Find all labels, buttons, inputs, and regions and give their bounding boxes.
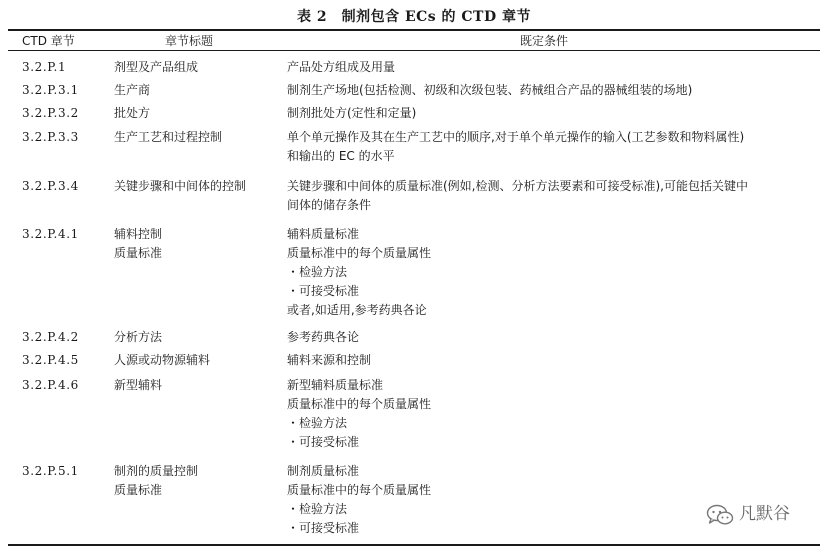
section-title-cell	[114, 128, 279, 147]
ctd-section-code: 3.2.P.4.5	[22, 353, 79, 367]
section-title-line: 质量标准	[114, 246, 163, 260]
condition-line: 关键步骤和中间体的质量标准(例如,检测、分析方法要素和可接受标准),可能包括关键中	[287, 179, 748, 193]
established-conditions-cell	[287, 128, 819, 166]
condition-line: 制剂生产场地(包括检测、初级和次级包装、药械组合产品的器械组装的场地)	[287, 83, 693, 97]
condition-line: 参考药典各论	[287, 330, 360, 344]
established-conditions-cell	[287, 351, 819, 370]
condition-line: 或者,如适用,参考药典各论	[287, 303, 427, 317]
condition-line: 辅料来源和控制	[287, 353, 372, 367]
header-section-title: 章节标题	[165, 34, 214, 48]
section-title-line: 质量标准	[114, 483, 163, 497]
established-conditions-cell	[287, 225, 819, 320]
condition-line: 质量标准中的每个质量属性	[287, 483, 432, 497]
condition-line: 和输出的 EC 的水平	[287, 149, 395, 163]
condition-line: ・可接受标准	[287, 521, 360, 535]
ctd-section-code: 3.2.P.5.1	[22, 464, 79, 478]
ctd-section-code: 3.2.P.4.1	[22, 227, 79, 241]
established-conditions-cell	[287, 58, 819, 77]
established-conditions-cell	[287, 177, 819, 215]
section-title-line: 生产商	[114, 83, 151, 97]
established-conditions-cell	[287, 81, 819, 100]
section-title-line: 生产工艺和过程控制	[114, 130, 223, 144]
section-title-line: 分析方法	[114, 330, 163, 344]
established-conditions-cell	[287, 104, 819, 123]
table-header-rule	[8, 50, 820, 51]
section-title-cell	[114, 81, 279, 100]
section-title-line: 人源或动物源辅料	[114, 353, 211, 367]
ctd-section-code: 3.2.P.3.3	[22, 130, 79, 144]
condition-line: 产品处方组成及用量	[287, 60, 396, 74]
section-title-cell	[114, 351, 279, 370]
header-ctd-section: CTD 章节	[22, 34, 75, 48]
condition-line: 新型辅料质量标准	[287, 378, 384, 392]
ctd-section-code: 3.2.P.4.6	[22, 378, 79, 392]
section-title-line: 关键步骤和中间体的控制	[114, 179, 247, 193]
ctd-section-code: 3.2.P.4.2	[22, 330, 79, 344]
section-title-cell	[114, 225, 279, 263]
section-title-line: 剂型及产品组成	[114, 60, 199, 74]
section-title-cell	[114, 462, 279, 500]
section-title-cell	[114, 177, 279, 196]
condition-line: 间体的储存条件	[287, 198, 372, 212]
condition-line: 质量标准中的每个质量属性	[287, 246, 432, 260]
condition-line: 单个单元操作及其在生产工艺中的顺序,对于单个单元操作的输入(工艺参数和物料属性)	[287, 130, 745, 144]
section-title-cell	[114, 104, 279, 123]
table-bottom-rule	[8, 544, 820, 546]
watermark-text: 凡默谷	[739, 504, 790, 524]
condition-line: ・检验方法	[287, 416, 348, 430]
table-top-rule	[8, 29, 820, 31]
condition-line: ・检验方法	[287, 265, 348, 279]
ctd-section-code: 3.2.P.1	[22, 60, 67, 74]
ctd-section-code: 3.2.P.3.1	[22, 83, 79, 97]
section-title-cell	[114, 328, 279, 347]
ctd-section-code: 3.2.P.3.4	[22, 179, 79, 193]
table-title: 表 2 制剂包含 ECs 的 CTD 章节	[296, 9, 531, 25]
condition-line: ・可接受标准	[287, 435, 360, 449]
watermark	[706, 502, 806, 528]
condition-line: ・可接受标准	[287, 284, 360, 298]
section-title-line: 批处方	[114, 106, 151, 120]
wechat-icon	[706, 504, 734, 526]
condition-line: 制剂批处方(定性和定量)	[287, 106, 417, 120]
section-title-line: 制剂的质量控制	[114, 464, 199, 478]
section-title-cell	[114, 58, 279, 77]
condition-line: 制剂质量标准	[287, 464, 360, 478]
established-conditions-cell	[287, 328, 819, 347]
header-established-conditions: 既定条件	[520, 34, 569, 48]
section-title-cell	[114, 376, 279, 395]
established-conditions-cell	[287, 376, 819, 452]
section-title-line: 辅料控制	[114, 227, 163, 241]
section-title-line: 新型辅料	[114, 378, 163, 392]
ctd-section-code: 3.2.P.3.2	[22, 106, 79, 120]
condition-line: 质量标准中的每个质量属性	[287, 397, 432, 411]
condition-line: ・检验方法	[287, 502, 348, 516]
condition-line: 辅料质量标准	[287, 227, 360, 241]
